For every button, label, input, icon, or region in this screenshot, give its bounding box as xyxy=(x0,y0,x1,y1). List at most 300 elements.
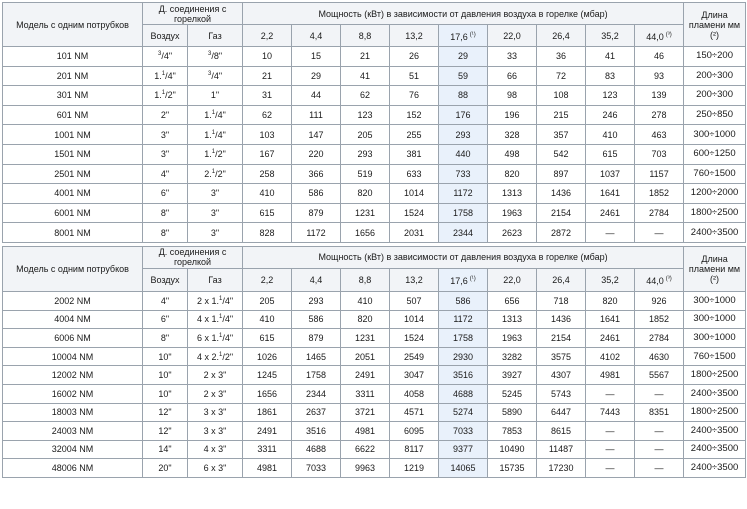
power-cell: 4981 xyxy=(341,422,390,441)
air-connection xyxy=(143,164,188,184)
gas-connection xyxy=(188,144,243,164)
power-cell: 1436 xyxy=(537,184,586,204)
power-cell: 586 xyxy=(292,310,341,329)
air-connection-whole: 8" xyxy=(160,332,170,343)
pressure-value: 2,2 xyxy=(260,30,274,41)
power-cell: 5743 xyxy=(537,384,586,403)
flame-length-cell: 2400÷3500 xyxy=(684,459,746,478)
air-connection xyxy=(143,144,188,164)
power-cell: 507 xyxy=(390,291,439,310)
pressure-footnote: (¹) xyxy=(469,275,476,282)
power-cell: 820 xyxy=(341,310,390,329)
pressure-value: 22,0 xyxy=(503,274,521,285)
air-connection-denominator: /4" xyxy=(161,51,173,62)
power-cell: 72 xyxy=(537,66,586,86)
air-connection-whole: 14" xyxy=(158,444,172,455)
model-cell: 201 NM xyxy=(3,66,143,86)
gas-connection-denominator: /4" xyxy=(215,110,226,121)
header-row-1 xyxy=(3,3,746,25)
power-cell: 41 xyxy=(586,47,635,67)
flame-length-cell: 300÷1000 xyxy=(684,329,746,348)
table-row xyxy=(3,86,746,106)
power-cell: 167 xyxy=(243,144,292,164)
power-cell: 15 xyxy=(292,47,341,67)
table-row xyxy=(3,329,746,348)
power-cell: 2344 xyxy=(439,223,488,243)
power-cell: 1758 xyxy=(292,366,341,385)
power-cell: 3516 xyxy=(292,422,341,441)
power-cell: 7853 xyxy=(488,422,537,441)
table-row xyxy=(3,459,746,478)
air-connection xyxy=(143,310,188,329)
model-cell: 8001 NM xyxy=(3,223,143,243)
gas-connection-denominator: /4" xyxy=(222,314,234,325)
model-cell: 301 NM xyxy=(3,86,143,106)
gas-connection-whole: 1. xyxy=(204,129,212,140)
power-cell: 718 xyxy=(537,291,586,310)
table-row xyxy=(3,105,746,125)
power-cell: 1465 xyxy=(292,347,341,366)
power-cell: 21 xyxy=(243,66,292,86)
flame-length-cell: 300÷1000 xyxy=(684,125,746,145)
power-cell: 255 xyxy=(390,125,439,145)
gas-connection-whole: 2. xyxy=(204,168,212,179)
power-column-header: Мощность (кВт) в зависимости от давления воздуха в горелке (мбар) xyxy=(243,246,684,268)
power-cell: 615 xyxy=(243,329,292,348)
air-connection-whole: 20" xyxy=(158,463,172,474)
power-cell: 88 xyxy=(439,86,488,106)
power-cell: 1313 xyxy=(488,310,537,329)
pressure-value: 13,2 xyxy=(405,274,423,285)
power-cell: 5567 xyxy=(635,366,684,385)
power-cell: 410 xyxy=(586,125,635,145)
gas-connection xyxy=(188,164,243,184)
power-cell: 498 xyxy=(488,144,537,164)
gas-connection-whole: 3" xyxy=(210,208,220,219)
power-cell: 1157 xyxy=(635,164,684,184)
power-cell: 83 xyxy=(586,66,635,86)
air-connection xyxy=(143,329,188,348)
power-cell: 123 xyxy=(586,86,635,106)
air-connection-denominator: /4" xyxy=(165,70,176,81)
power-cell: — xyxy=(586,440,635,459)
pressure-value: 17,6 xyxy=(450,275,468,286)
model-cell: 18003 NM xyxy=(3,403,143,422)
power-cell: 926 xyxy=(635,291,684,310)
power-cell: 62 xyxy=(243,105,292,125)
model-cell: 12002 NM xyxy=(3,366,143,385)
flame-length-cell: 150÷200 xyxy=(684,47,746,67)
power-cell: 6447 xyxy=(537,403,586,422)
power-cell: 357 xyxy=(537,125,586,145)
pressure-column-header xyxy=(439,268,488,291)
pressure-value: 35,2 xyxy=(601,30,619,41)
power-cell: 4630 xyxy=(635,347,684,366)
power-cell: 108 xyxy=(537,86,586,106)
gas-connection-whole: 3" xyxy=(210,188,220,199)
power-cell: 1758 xyxy=(439,203,488,223)
power-cell: 3047 xyxy=(390,366,439,385)
power-cell: 4307 xyxy=(537,366,586,385)
flame-length-cell: 600÷1250 xyxy=(684,144,746,164)
pressure-value: 2,2 xyxy=(260,274,274,285)
power-cell: 9377 xyxy=(439,440,488,459)
flame-length-cell: 1800÷2500 xyxy=(684,366,746,385)
model-cell: 6001 NM xyxy=(3,203,143,223)
power-cell: 196 xyxy=(488,105,537,125)
table2-header xyxy=(3,246,746,291)
air-connection xyxy=(143,347,188,366)
power-cell: 62 xyxy=(341,86,390,106)
pressure-column-header xyxy=(488,268,537,291)
power-cell: 1231 xyxy=(341,329,390,348)
gas-connection-denominator: /4" xyxy=(211,70,223,81)
power-cell: 328 xyxy=(488,125,537,145)
gas-connection-denominator: /2" xyxy=(215,149,226,160)
air-connection-whole: 3" xyxy=(160,129,170,140)
pressure-value: 22,0 xyxy=(503,30,521,41)
table-row xyxy=(3,184,746,204)
power-cell: 897 xyxy=(537,164,586,184)
flame-length-header: Длина пламени мм (²) xyxy=(684,3,746,47)
gas-connection-denominator: /2" xyxy=(222,351,234,362)
pressure-value: 13,2 xyxy=(405,30,423,41)
power-cell: 820 xyxy=(586,291,635,310)
power-cell: 2784 xyxy=(635,329,684,348)
flame-length-cell: 200÷300 xyxy=(684,86,746,106)
air-connection-numerator: 3 xyxy=(157,51,162,58)
connection-column-header: Д. соединения с горелкой xyxy=(143,3,243,25)
power-cell: — xyxy=(586,223,635,243)
pressure-value: 4,4 xyxy=(309,30,323,41)
table-row xyxy=(3,66,746,86)
power-cell: 8351 xyxy=(635,403,684,422)
power-cell: 59 xyxy=(439,66,488,86)
gas-connection xyxy=(188,125,243,145)
power-cell: 123 xyxy=(341,105,390,125)
air-connection xyxy=(143,384,188,403)
air-column-header: Воздух xyxy=(143,25,188,47)
power-cell: 1758 xyxy=(439,329,488,348)
power-cell: 66 xyxy=(488,66,537,86)
air-connection-whole: 6" xyxy=(160,188,170,199)
power-cell: 2930 xyxy=(439,347,488,366)
gas-connection-whole: 1. xyxy=(204,110,212,121)
air-connection xyxy=(143,66,188,86)
gas-connection-numerator: 1 xyxy=(211,149,216,156)
pressure-column-header xyxy=(341,25,390,47)
power-cell: 139 xyxy=(635,86,684,106)
power-cell: 4688 xyxy=(439,384,488,403)
model-cell: 6006 NM xyxy=(3,329,143,348)
flame-length-cell: 1800÷2500 xyxy=(684,403,746,422)
gas-connection-numerator: 1 xyxy=(211,168,216,175)
power-cell: 152 xyxy=(390,105,439,125)
pressure-column-header xyxy=(390,268,439,291)
power-cell: 2784 xyxy=(635,203,684,223)
power-cell: 5245 xyxy=(488,384,537,403)
power-cell: 2154 xyxy=(537,203,586,223)
power-cell: 4571 xyxy=(390,403,439,422)
power-cell: 51 xyxy=(390,66,439,86)
table-row xyxy=(3,144,746,164)
power-cell: 633 xyxy=(390,164,439,184)
power-cell: 8615 xyxy=(537,422,586,441)
pressure-value: 8,8 xyxy=(358,274,372,285)
power-cell: 1172 xyxy=(292,223,341,243)
pressure-column-header xyxy=(390,25,439,47)
flame-length-header: Длина пламени мм (²) xyxy=(684,246,746,291)
air-connection xyxy=(143,203,188,223)
gas-connection-denominator: /4" xyxy=(222,332,234,343)
power-cell: 2491 xyxy=(243,422,292,441)
power-cell: — xyxy=(586,384,635,403)
gas-connection-numerator: 1 xyxy=(211,110,216,117)
gas-connection xyxy=(188,403,243,422)
flame-length-cell: 1200÷2000 xyxy=(684,184,746,204)
power-cell: 1014 xyxy=(390,184,439,204)
gas-connection-numerator: 3 xyxy=(207,51,212,58)
gas-connection-numerator: 1 xyxy=(218,295,223,302)
power-cell: 1963 xyxy=(488,329,537,348)
air-connection-whole: 2" xyxy=(160,110,170,121)
power-cell: 21 xyxy=(341,47,390,67)
power-cell: 76 xyxy=(390,86,439,106)
pressure-column-header xyxy=(243,25,292,47)
pressure-column-header xyxy=(341,268,390,291)
gas-connection-numerator: 1 xyxy=(218,332,223,339)
table-row xyxy=(3,164,746,184)
power-cell: 44 xyxy=(292,86,341,106)
pressure-column-header xyxy=(635,268,684,291)
air-connection-numerator: 1 xyxy=(161,70,166,77)
air-connection-whole: 1. xyxy=(154,90,162,101)
gas-connection xyxy=(188,203,243,223)
model-cell: 24003 NM xyxy=(3,422,143,441)
air-connection-whole: 10" xyxy=(158,388,172,399)
power-cell: 820 xyxy=(488,164,537,184)
pressure-column-header xyxy=(243,268,292,291)
gas-connection-denominator: /4" xyxy=(222,295,234,306)
gas-connection-denominator: /2" xyxy=(215,168,226,179)
table2-body xyxy=(3,291,746,477)
power-cell: 1963 xyxy=(488,203,537,223)
power-cell: 1524 xyxy=(390,329,439,348)
power-cell: 5274 xyxy=(439,403,488,422)
power-cell: 278 xyxy=(635,105,684,125)
gas-connection-numerator: 1 xyxy=(218,351,223,358)
power-cell: 93 xyxy=(635,66,684,86)
flame-length-cell: 2400÷3500 xyxy=(684,440,746,459)
table-row xyxy=(3,347,746,366)
power-cell: 2154 xyxy=(537,329,586,348)
air-connection-whole: 8" xyxy=(160,227,170,238)
gas-connection-numerator: 1 xyxy=(211,129,216,136)
gas-connection xyxy=(188,347,243,366)
power-cell: 1172 xyxy=(439,310,488,329)
power-cell: 29 xyxy=(292,66,341,86)
power-cell: 103 xyxy=(243,125,292,145)
power-cell: 4981 xyxy=(586,366,635,385)
power-cell: 2461 xyxy=(586,203,635,223)
air-connection xyxy=(143,291,188,310)
power-cell: 2491 xyxy=(341,366,390,385)
power-cell: — xyxy=(635,384,684,403)
power-cell: 410 xyxy=(341,291,390,310)
model-cell: 16002 NM xyxy=(3,384,143,403)
power-cell: 7033 xyxy=(439,422,488,441)
power-cell: 258 xyxy=(243,164,292,184)
pressure-footnote: (¹) xyxy=(469,31,476,38)
pressure-column-header xyxy=(537,268,586,291)
air-connection-whole: 1. xyxy=(154,70,162,81)
power-cell: — xyxy=(586,422,635,441)
power-cell: 5890 xyxy=(488,403,537,422)
power-cell: 293 xyxy=(292,291,341,310)
power-cell: 410 xyxy=(243,184,292,204)
air-connection-whole: 10" xyxy=(158,370,172,381)
gas-connection-whole: 3" xyxy=(210,227,220,238)
pressure-column-header xyxy=(537,25,586,47)
power-cell: 1524 xyxy=(390,203,439,223)
gas-connection-numerator: 1 xyxy=(218,314,223,321)
gas-connection-whole: 2 x 3" xyxy=(203,388,227,399)
power-cell: 7033 xyxy=(292,459,341,478)
air-connection xyxy=(143,422,188,441)
gas-connection-whole: 2 x 1. xyxy=(196,295,219,306)
gas-connection xyxy=(188,86,243,106)
pressure-value: 44,0 xyxy=(646,31,664,42)
power-cell: 1037 xyxy=(586,164,635,184)
table-row xyxy=(3,203,746,223)
power-cell: 36 xyxy=(537,47,586,67)
model-cell: 4001 NM xyxy=(3,184,143,204)
power-cell: 17230 xyxy=(537,459,586,478)
power-cell: 31 xyxy=(243,86,292,106)
table-row xyxy=(3,310,746,329)
connection-column-header: Д. соединения с горелкой xyxy=(143,246,243,268)
gas-connection-whole: 3 x 3" xyxy=(203,425,227,436)
power-cell: 246 xyxy=(586,105,635,125)
gas-connection-numerator: 3 xyxy=(207,70,212,77)
power-cell: 656 xyxy=(488,291,537,310)
flame-length-cell: 300÷1000 xyxy=(684,291,746,310)
power-cell: 733 xyxy=(439,164,488,184)
power-cell: 33 xyxy=(488,47,537,67)
power-cell: 463 xyxy=(635,125,684,145)
air-connection-denominator: /2" xyxy=(165,90,176,101)
power-cell: 98 xyxy=(488,86,537,106)
air-connection xyxy=(143,440,188,459)
table-row xyxy=(3,403,746,422)
pressure-value: 26,4 xyxy=(552,274,570,285)
flame-length-cell: 2400÷3500 xyxy=(684,422,746,441)
flame-length-cell: 1800÷2500 xyxy=(684,203,746,223)
power-cell: 2344 xyxy=(292,384,341,403)
power-cell: 10 xyxy=(243,47,292,67)
pressure-value: 26,4 xyxy=(552,30,570,41)
gas-connection xyxy=(188,422,243,441)
power-cell: 3282 xyxy=(488,347,537,366)
power-cell: 586 xyxy=(439,291,488,310)
air-connection-whole: 4" xyxy=(160,168,170,179)
model-cell: 101 NM xyxy=(3,47,143,67)
air-connection xyxy=(143,47,188,67)
power-cell: — xyxy=(586,459,635,478)
power-cell: 2637 xyxy=(292,403,341,422)
flame-length-cell: 300÷1000 xyxy=(684,310,746,329)
power-cell: 2031 xyxy=(390,223,439,243)
table-row xyxy=(3,422,746,441)
power-cell: 3721 xyxy=(341,403,390,422)
power-cell: 215 xyxy=(537,105,586,125)
power-cell: 6095 xyxy=(390,422,439,441)
power-cell: 1656 xyxy=(341,223,390,243)
table-row xyxy=(3,223,746,243)
power-cell: 879 xyxy=(292,203,341,223)
power-cell: 2549 xyxy=(390,347,439,366)
power-cell: 220 xyxy=(292,144,341,164)
table-multi-nozzle-2 xyxy=(2,246,746,478)
pressure-value: 35,2 xyxy=(601,274,619,285)
power-cell: 7443 xyxy=(586,403,635,422)
gas-connection-denominator: /8" xyxy=(211,51,223,62)
power-cell: 293 xyxy=(439,125,488,145)
flame-length-cell: 760÷1500 xyxy=(684,347,746,366)
gas-connection-whole: 4 x 1. xyxy=(196,314,219,325)
power-cell: 14065 xyxy=(439,459,488,478)
pressure-column-header xyxy=(586,268,635,291)
air-connection xyxy=(143,366,188,385)
pressure-value: 4,4 xyxy=(309,274,323,285)
power-cell: 542 xyxy=(537,144,586,164)
power-cell: 586 xyxy=(292,184,341,204)
pressure-column-header xyxy=(586,25,635,47)
power-cell: 1852 xyxy=(635,310,684,329)
gas-connection xyxy=(188,384,243,403)
pressure-column-header xyxy=(292,268,341,291)
power-cell: 410 xyxy=(243,310,292,329)
power-cell: 2461 xyxy=(586,329,635,348)
power-cell: 440 xyxy=(439,144,488,164)
power-cell: 615 xyxy=(586,144,635,164)
gas-connection xyxy=(188,310,243,329)
pressure-column-header xyxy=(292,25,341,47)
power-cell: 1172 xyxy=(439,184,488,204)
pressure-footnote: (³) xyxy=(665,275,672,282)
power-cell: 2872 xyxy=(537,223,586,243)
power-cell: 3516 xyxy=(439,366,488,385)
table1-header xyxy=(3,3,746,47)
gas-column-header: Газ xyxy=(188,268,243,291)
model-cell: 1501 NM xyxy=(3,144,143,164)
power-cell: 879 xyxy=(292,329,341,348)
power-cell: 1852 xyxy=(635,184,684,204)
power-cell: 366 xyxy=(292,164,341,184)
air-connection-whole: 10" xyxy=(158,351,172,362)
power-cell: 2623 xyxy=(488,223,537,243)
power-cell: 3575 xyxy=(537,347,586,366)
power-column-header: Мощность (кВт) в зависимости от давления воздуха в горелке (мбар) xyxy=(243,3,684,25)
gas-connection-whole: 1" xyxy=(210,90,220,101)
gas-connection-whole: 4 x 3" xyxy=(203,444,227,455)
gas-connection-whole: 3 x 3" xyxy=(203,407,227,418)
power-cell: 3927 xyxy=(488,366,537,385)
air-connection-numerator: 1 xyxy=(161,90,166,97)
power-cell: 293 xyxy=(341,144,390,164)
gas-connection xyxy=(188,459,243,478)
air-column-header: Воздух xyxy=(143,268,188,291)
